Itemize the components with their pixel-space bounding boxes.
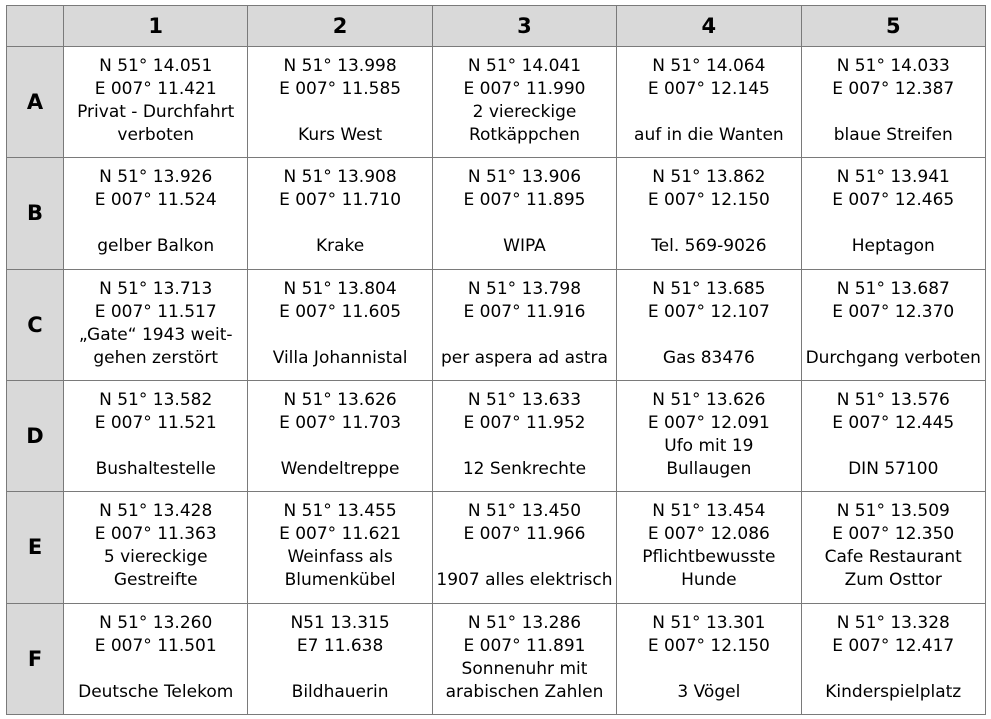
longitude-text: E 007° 12.150	[647, 190, 770, 211]
clue-text: blaue Streifen	[833, 125, 953, 145]
table-header	[7, 6, 986, 47]
longitude-text: E 007° 12.387	[832, 79, 955, 99]
latitude-text: N 51° 14.051	[99, 56, 213, 76]
clue-text: Villa Johannistal	[272, 347, 408, 368]
latitude-text: N 51° 13.687	[836, 278, 950, 299]
clue-text: Durchgang verboten	[805, 347, 981, 368]
cell-content	[802, 47, 985, 147]
cell-content	[248, 604, 431, 704]
clue-text: 1907 alles elektrisch	[436, 570, 613, 591]
latitude-text: N 51° 13.286	[467, 612, 582, 633]
latitude-text: N 51° 13.328	[836, 612, 950, 633]
longitude-text: E 007° 11.621	[279, 524, 402, 545]
cell-content	[248, 492, 431, 592]
clue-text: Heptagon	[851, 236, 935, 257]
table-cell	[801, 492, 985, 603]
longitude-text: E 007° 12.417	[832, 635, 955, 656]
table-cell	[801, 380, 985, 491]
clue-text: Weinfass als Blumenkübel	[284, 547, 396, 591]
longitude-text: E 007° 12.086	[647, 524, 770, 545]
longitude-text: E 007° 11.952	[463, 412, 586, 433]
latitude-text: N 51° 13.626	[283, 389, 397, 410]
cell-content	[433, 492, 616, 592]
table-cell	[64, 158, 248, 269]
latitude-text: N 51° 13.260	[99, 612, 213, 633]
table-cell	[432, 47, 616, 158]
cell-content	[617, 492, 800, 592]
table-body	[7, 47, 986, 715]
table-cell	[801, 269, 985, 380]
cell-content	[248, 47, 431, 147]
latitude-text: N 51° 13.941	[836, 167, 950, 188]
latitude-text: N 51° 13.908	[283, 167, 397, 188]
clue-text: 12 Senkrechte	[462, 458, 587, 479]
table-cell	[617, 492, 801, 603]
table-cell	[432, 380, 616, 491]
longitude-text: E 007° 11.990	[463, 79, 586, 99]
longitude-text: E 007° 12.145	[647, 79, 770, 99]
clue-text: Privat - Durchfahrt verboten	[77, 102, 235, 145]
longitude-text: E 007° 11.501	[94, 635, 217, 656]
column-header-2: 2	[248, 6, 432, 47]
cell-content	[617, 158, 800, 258]
longitude-text: E 007° 11.517	[94, 301, 217, 322]
clue-text: 3 Vögel	[677, 681, 741, 702]
clue-text: Bushaltestelle	[95, 458, 216, 479]
table-row	[7, 269, 986, 380]
cell-content	[433, 381, 616, 481]
column-header-3: 3	[432, 6, 616, 47]
clue-text: „Gate“ 1943 weit-gehen zerstört	[78, 324, 233, 368]
row-header: D	[7, 380, 64, 491]
clue-text: Ufo mit 19 Bullaugen	[664, 435, 754, 479]
clue-text: Bildhauerin	[291, 681, 389, 702]
clue-text: DIN 57100	[848, 458, 939, 479]
clue-text: auf in die Wanten	[634, 125, 784, 145]
longitude-text: E 007° 12.150	[647, 635, 770, 656]
cell-content	[433, 47, 616, 147]
cell-content	[802, 158, 985, 258]
clue-text: Krake	[315, 236, 365, 257]
longitude-text: E 007° 11.605	[279, 301, 402, 322]
cell-content	[64, 270, 247, 370]
column-header-4: 4	[617, 6, 801, 47]
latitude-text: N 51° 13.509	[836, 501, 950, 522]
latitude-text: N 51° 13.626	[652, 389, 766, 410]
longitude-text: E 007° 11.363	[94, 524, 217, 545]
latitude-text: N 51° 13.301	[652, 612, 766, 633]
table-cell	[432, 603, 616, 714]
latitude-text: N 51° 14.064	[652, 56, 766, 76]
clue-text: Wendeltreppe	[280, 458, 400, 479]
table-cell	[801, 47, 985, 158]
latitude-text: N 51° 13.428	[99, 501, 213, 522]
longitude-text: E7 11.638	[296, 635, 384, 656]
cell-content	[248, 158, 431, 258]
table-row	[7, 492, 986, 603]
table-cell	[248, 158, 432, 269]
row-header: E	[7, 492, 64, 603]
cell-content	[433, 270, 616, 370]
longitude-text: E 007° 12.465	[832, 190, 955, 211]
cell-content	[617, 47, 800, 147]
latitude-text: N 51° 14.041	[467, 56, 582, 76]
longitude-text: E 007° 11.895	[463, 190, 586, 211]
clue-text: Kinderspielplatz	[825, 681, 962, 702]
table-cell	[248, 603, 432, 714]
cell-content	[802, 270, 985, 370]
latitude-text: N 51° 13.576	[836, 389, 950, 410]
table-row	[7, 603, 986, 714]
table-cell	[432, 269, 616, 380]
table-cell	[64, 269, 248, 380]
coordinate-grid-table	[6, 5, 986, 715]
clue-text: Gas 83476	[662, 347, 755, 368]
cell-content	[433, 158, 616, 258]
latitude-text: N 51° 13.450	[467, 501, 582, 522]
row-header: F	[7, 603, 64, 714]
latitude-text: N 51° 13.685	[652, 278, 766, 299]
latitude-text: N 51° 13.454	[652, 501, 766, 522]
longitude-text: E 007° 12.350	[832, 524, 955, 545]
table-cell	[801, 158, 985, 269]
longitude-text: E 007° 11.891	[463, 635, 586, 656]
latitude-text: N 51° 13.455	[283, 501, 397, 522]
table-row	[7, 158, 986, 269]
table-cell	[801, 603, 985, 714]
cell-content	[617, 381, 800, 481]
longitude-text: E 007° 11.710	[279, 190, 402, 211]
longitude-text: E 007° 11.421	[94, 79, 217, 99]
table-cell	[617, 47, 801, 158]
longitude-text: E 007° 11.703	[279, 412, 402, 433]
table-cell	[64, 47, 248, 158]
longitude-text: E 007° 12.091	[647, 412, 770, 433]
table-cell	[248, 269, 432, 380]
clue-text: Cafe Restaurant Zum Osttor	[824, 547, 962, 591]
table-cell	[248, 380, 432, 491]
longitude-text: E 007° 12.107	[647, 301, 770, 322]
table-cell	[432, 158, 616, 269]
clue-text: Sonnenuhr mit arabischen Zahlen	[445, 658, 604, 702]
longitude-text: E 007° 11.585	[279, 79, 402, 99]
header-row	[7, 6, 986, 47]
latitude-text: N 51° 13.926	[99, 167, 213, 188]
latitude-text: N 51° 13.906	[467, 167, 582, 188]
cell-content	[248, 381, 431, 481]
clue-text: Pflichtbewusste Hunde	[642, 547, 776, 591]
latitude-text: N 51° 14.033	[836, 56, 950, 76]
column-header-5: 5	[801, 6, 985, 47]
cell-content	[64, 47, 247, 147]
cell-content	[64, 158, 247, 258]
clue-text: 2 viereckige Rotkäppchen	[468, 102, 580, 145]
clue-text: per aspera ad astra	[441, 347, 608, 368]
row-header: A	[7, 47, 64, 158]
latitude-text: N 51° 13.862	[652, 167, 766, 188]
latitude-text: N 51° 13.713	[99, 278, 213, 299]
longitude-text: E 007° 11.966	[463, 524, 586, 545]
table-cell	[64, 603, 248, 714]
cell-content	[64, 604, 247, 704]
longitude-text: E 007° 11.524	[94, 190, 217, 211]
table-cell	[617, 269, 801, 380]
longitude-text: E 007° 12.445	[832, 412, 955, 433]
table-cell	[64, 492, 248, 603]
cell-content	[64, 492, 247, 592]
cell-content	[617, 604, 800, 704]
cell-content	[802, 381, 985, 481]
table-cell	[248, 47, 432, 158]
cell-content	[433, 604, 616, 704]
table-row	[7, 47, 986, 158]
longitude-text: E 007° 12.370	[832, 301, 955, 322]
longitude-text: E 007° 11.521	[94, 412, 217, 433]
latitude-text: N 51° 13.633	[467, 389, 582, 410]
clue-text: 5 viereckige Gestreifte	[103, 547, 208, 591]
cell-content	[64, 381, 247, 481]
column-header-1: 1	[64, 6, 248, 47]
table-cell	[617, 158, 801, 269]
longitude-text: E 007° 11.916	[463, 301, 586, 322]
latitude-text: N 51° 13.582	[99, 389, 213, 410]
latitude-text: N51 13.315	[290, 612, 390, 633]
table-cell	[64, 380, 248, 491]
row-header: B	[7, 158, 64, 269]
clue-text: WIPA	[503, 236, 546, 257]
table-row	[7, 380, 986, 491]
table-cell	[248, 492, 432, 603]
table-cell	[617, 603, 801, 714]
latitude-text: N 51° 13.998	[283, 56, 397, 76]
clue-text: Kurs West	[298, 125, 383, 145]
row-header: C	[7, 269, 64, 380]
cell-content	[617, 270, 800, 370]
cell-content	[802, 604, 985, 704]
latitude-text: N 51° 13.804	[283, 278, 397, 299]
table-cell	[432, 492, 616, 603]
table-cell	[617, 380, 801, 491]
clue-text: Deutsche Telekom	[78, 681, 234, 702]
cell-content	[802, 492, 985, 592]
latitude-text: N 51° 13.798	[467, 278, 582, 299]
clue-text: gelber Balkon	[97, 236, 215, 257]
clue-text: Tel. 569-9026	[651, 236, 767, 257]
cell-content	[248, 270, 431, 370]
header-corner	[7, 6, 64, 47]
